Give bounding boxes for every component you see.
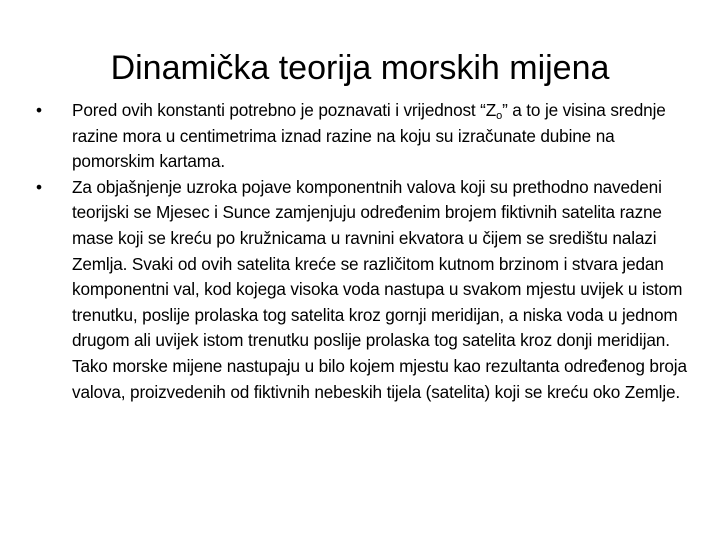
bullet-list — [36, 98, 692, 405]
bullet-text-part: Pored ovih konstanti potrebno je poznavati i vrijednost “Z — [72, 100, 497, 120]
bullet-text-part: ” a to je visina srednje razine mora u centimetrima iznad razine na koju su izračunate dubine na pomorskim kartama. — [72, 100, 666, 172]
bullet-text: Za objašnjenje uzroka pojave komponentnih valova koji su prethodno navedeni teorijski se Mjesec i Sunce zamjenjuju određenim brojem fiktivnih satelita razne mase koji se kreću po kružnicama u ravnini ekvatora u čijem se središtu nalazi Zemlja. Svaki od ovih satelita kreće se različitom kutnom brzinom i stvara jedan komponentni val, kod kojega visoka voda nastupa u svakom mjestu uvijek u istom trenutku, poslije prolaska tog satelita kroz gornji meridijan, a niska voda u jednom drugom ali uvijek istom trenutku poslije prolaska tog satelita kroz donji meridijan. Tako morske mijene nastupaju u bilo kojem mjestu kao rezultanta određenog broja valova, proizvedenih od fiktivnih nebeskih tijela (satelita) koji se kreću oko Zemlje. — [72, 176, 687, 402]
variable-subscript: o — [496, 110, 503, 122]
bullet-item — [36, 175, 692, 405]
bullet-icon: • — [36, 176, 42, 197]
bullet-item — [36, 98, 692, 175]
slide-title: Dinamička teorija morskih mijena — [110, 48, 610, 87]
bullet-icon: • — [36, 100, 42, 120]
